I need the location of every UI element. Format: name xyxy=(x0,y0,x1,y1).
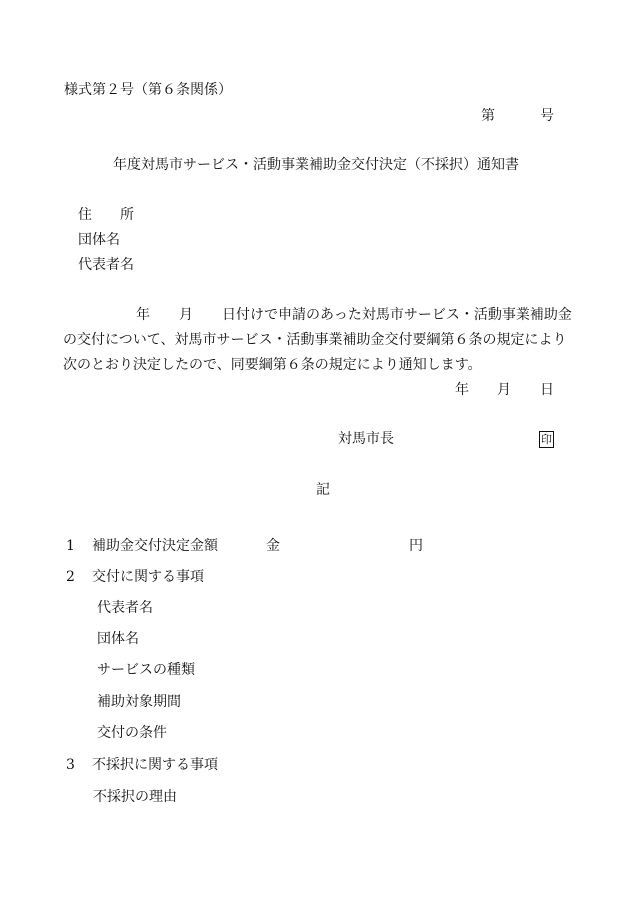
item2-sub-conditions: 交付の条件 xyxy=(97,725,167,741)
document-number-dai: 第 xyxy=(481,108,495,124)
document-title: 年度対馬市サービス・活動事業補助金交付決定（不採択）通知書 xyxy=(113,157,519,173)
date-tsuki: 月 xyxy=(497,382,511,398)
form-number-header: 様式第２号（第６条関係） xyxy=(64,82,232,98)
body-line1-tsuki: 月 xyxy=(179,307,193,323)
seal-mark: 印 xyxy=(541,433,552,446)
body-line2: の交付について、対馬市サービス・活動事業補助金交付要綱第６条の規定により xyxy=(63,332,567,348)
group-name-label: 団体名 xyxy=(78,232,120,248)
item1-yen: 円 xyxy=(409,538,423,554)
item1-kin: 金 xyxy=(266,538,280,554)
item2-sub-group-name: 団体名 xyxy=(97,631,139,647)
issuer-name: 対馬市長 xyxy=(338,431,394,447)
item3-sub-reason: 不採択の理由 xyxy=(93,789,177,805)
body-line1-nen: 年 xyxy=(136,307,150,323)
item2-sub-period: 補助対象期間 xyxy=(97,694,181,710)
item2-label: 交付に関する事項 xyxy=(92,569,204,585)
item1-label: 補助金交付決定金額 xyxy=(92,538,218,554)
item3-number: 3 xyxy=(66,757,75,773)
representative-label: 代表者名 xyxy=(78,257,134,273)
document-number-go: 号 xyxy=(540,108,554,124)
body-line1-text: 日付けで申請のあった対馬市サービス・活動事業補助金 xyxy=(222,307,572,323)
address-label: 住 所 xyxy=(78,207,134,223)
ki-heading: 記 xyxy=(316,482,330,498)
item3-label: 不採択に関する事項 xyxy=(92,757,218,773)
item2-number: 2 xyxy=(66,569,75,585)
item2-sub-representative: 代表者名 xyxy=(97,600,153,616)
body-line3: 次のとおり決定したので、同要綱第６条の規定により通知します。 xyxy=(63,357,482,373)
item2-sub-service-type: サービスの種類 xyxy=(97,662,195,678)
item1-number: 1 xyxy=(66,538,75,554)
date-hi: 日 xyxy=(540,382,554,398)
date-nen: 年 xyxy=(455,382,469,398)
